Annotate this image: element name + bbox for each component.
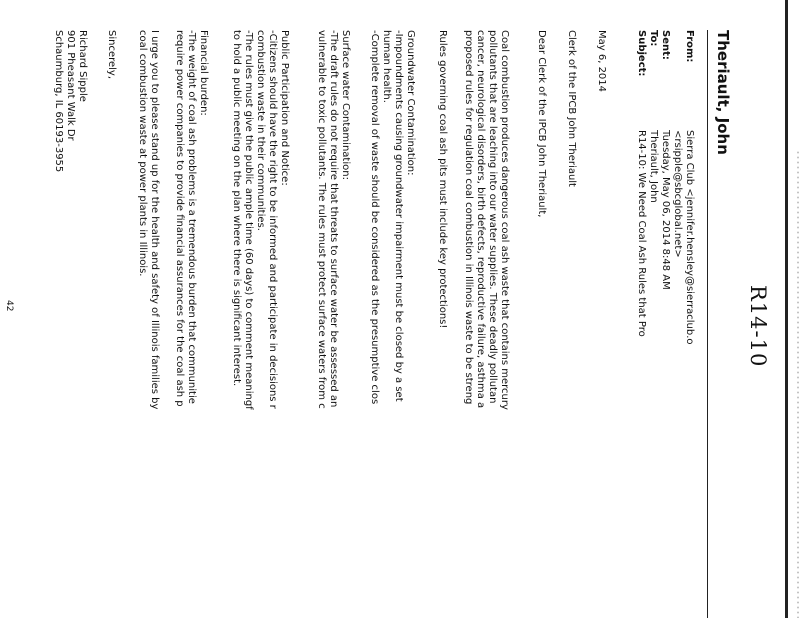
public-participation-line: Public Participation and Notice: xyxy=(279,30,290,186)
header-label-sent: Sent: xyxy=(660,30,671,60)
key-protections-line: Rules governing coal ash pits must include key protections! xyxy=(437,30,448,329)
header-value-sent: Tuesday, May 06, 2014 8:48 AM xyxy=(660,130,671,290)
surface-water-line: Surface water Contamination: xyxy=(340,30,351,180)
heading-rule xyxy=(707,30,708,618)
header-label-from: From: xyxy=(684,30,695,63)
groundwater-line: human health. xyxy=(381,30,392,103)
financial-burden-line: Financial burden: xyxy=(198,30,209,116)
header-value-subject: R14-10: We Need Coal Ash Rules that Pro xyxy=(636,130,647,337)
signature-line: Schaumburg, IL 60193-3955 xyxy=(53,30,64,173)
groundwater-line: -Impoundments causing groundwater impairment must be closed by a set xyxy=(393,30,404,402)
header-label-subject: Subject: xyxy=(636,30,647,77)
public-participation-line: -Citizens should have the right to be informed and participate in decisions r xyxy=(267,30,278,409)
urge-line: I urge you to please stand up for the health and safety of Illinois families by xyxy=(149,30,160,410)
groundwater-line: Groundwater Contamination: xyxy=(405,30,416,176)
urge-line: coal combustion waste at power plants in Illinois. xyxy=(137,30,148,277)
signature-line: 901 Pheasant Walk Dr xyxy=(65,30,76,141)
surface-water-line: -The draft rules do not require that threats to surface water be assessed an xyxy=(328,30,339,408)
header-value-from-email: <rsipple@sbcglobal.net> xyxy=(672,130,683,258)
page-number: 42 xyxy=(4,300,14,312)
intro-line: pollutants that are leaching into our water supplies. These deadly pollutan xyxy=(487,30,498,404)
financial-burden-line: -The weight of coal ash problems is a tremendous burden that communitie xyxy=(186,30,197,404)
groundwater-line: -Complete removal of waste should be considered as the presumptive clos xyxy=(369,30,380,405)
scan-noise xyxy=(796,150,800,618)
letter-recipient: Clerk of the IPCB John Theriault xyxy=(566,30,577,187)
intro-line: Coal combustion produces dangerous coal ash waste that contains mercury xyxy=(499,30,510,410)
intro-line: cancer, neurological disorders, birth defects, reproductive failure, asthma a xyxy=(475,30,486,409)
case-number: R14-10 xyxy=(746,285,770,368)
letter-date: May 6, 2014 xyxy=(596,30,607,93)
financial-burden-line: require power companies to provide financial assurances for the coal ash p xyxy=(174,30,185,407)
intro-line: proposed rules for regulation coal combustion in Illinois waste to be streng xyxy=(463,30,474,405)
header-value-from: Sierra Club <jennifer.hensley@sierraclub.o xyxy=(684,130,695,345)
public-participation-line: to hold a public meeting on the plan where there is significant interest. xyxy=(231,30,242,387)
surface-water-line: vulnerable to toxic pollutants. The rules must protect surface waters from c xyxy=(316,30,327,409)
closing: Sincerely, xyxy=(106,30,117,80)
header-value-to: Theriault, John xyxy=(648,130,659,203)
signature-line: Richard Sipple xyxy=(77,30,88,102)
public-participation-line: -The rules must give the public ample time (60 days) to comment meaningf xyxy=(243,30,254,410)
scan-edge-line xyxy=(785,0,788,618)
public-participation-line: combustion waste in their communities. xyxy=(255,30,266,231)
header-label-to: To: xyxy=(648,30,659,47)
letter-salutation: Dear Clerk of the IPCB John Theriault, xyxy=(536,30,547,218)
sender-heading: Theriault, John xyxy=(714,30,732,155)
